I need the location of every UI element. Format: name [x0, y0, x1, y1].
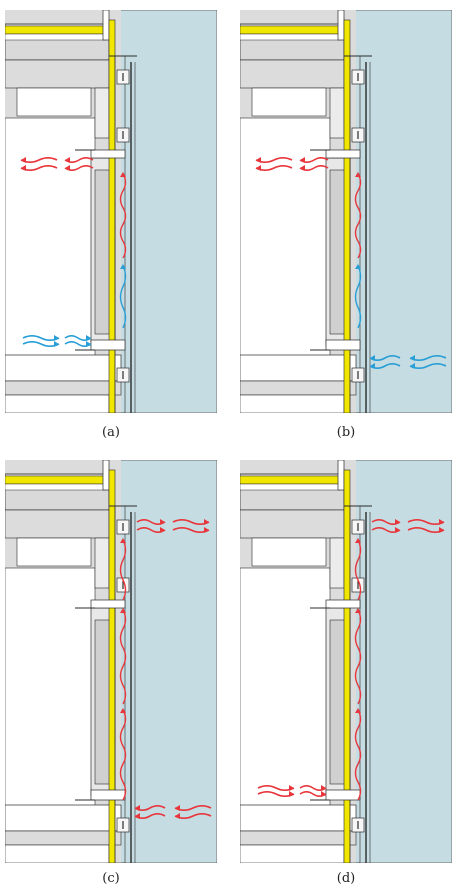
caption-c: (c) [102, 871, 120, 886]
lower-room [240, 845, 344, 863]
parapet [338, 10, 344, 40]
room-interior [5, 568, 95, 808]
lower-floor-slab [5, 805, 121, 831]
roof-insulation [240, 26, 340, 34]
lower-vent-frame [91, 340, 125, 350]
lower-beam [5, 381, 121, 395]
upper-vent-frame [91, 600, 125, 608]
panel-b [240, 10, 452, 413]
caption-b: (b) [336, 425, 356, 440]
upper-beam [5, 60, 109, 88]
parapet [338, 460, 344, 490]
caption-d: (d) [336, 871, 356, 886]
lower-vent-frame [326, 790, 360, 800]
roof-insulation [240, 476, 340, 484]
upper-beam [5, 510, 109, 538]
roof-layer [240, 34, 340, 40]
window-glass [330, 170, 346, 334]
upper-beam [240, 60, 344, 88]
upper-column [330, 538, 344, 588]
facade-section-c [5, 460, 217, 863]
upper-beam [240, 510, 344, 538]
lower-vent-frame [91, 790, 125, 800]
lower-beam [240, 831, 356, 845]
parapet [103, 460, 109, 490]
facade-section-b [240, 10, 452, 413]
roof-layer [5, 484, 105, 490]
upper-column [95, 88, 109, 138]
upper-window-band [252, 88, 326, 116]
lower-beam [5, 831, 121, 845]
facade-insulation [109, 20, 115, 413]
upper-window-band [17, 88, 91, 116]
panel-d [240, 460, 452, 863]
upper-column [95, 538, 109, 588]
roof-layer [5, 34, 105, 40]
room-interior [5, 118, 95, 358]
upper-vent-frame [326, 150, 360, 158]
facade-insulation [344, 470, 350, 863]
lower-room [5, 395, 109, 413]
upper-vent-frame [326, 600, 360, 608]
lower-floor-slab [240, 355, 356, 381]
window-glass [330, 620, 346, 784]
upper-vent-frame [91, 150, 125, 158]
room-interior [240, 118, 330, 358]
lower-floor-slab [240, 805, 356, 831]
lower-vent-frame [326, 340, 360, 350]
facade-section-a [5, 10, 217, 413]
roof-insulation [5, 26, 105, 34]
upper-window-band [252, 538, 326, 566]
panel-a [5, 10, 217, 413]
facade-section-d [240, 460, 452, 863]
facade-insulation [109, 470, 115, 863]
upper-window-band [17, 538, 91, 566]
facade-insulation [344, 20, 350, 413]
roof-layer [240, 484, 340, 490]
window-glass [95, 170, 111, 334]
lower-room [5, 845, 109, 863]
upper-column [330, 88, 344, 138]
parapet [103, 10, 109, 40]
window-glass [95, 620, 111, 784]
room-interior [240, 568, 330, 808]
lower-beam [240, 381, 356, 395]
lower-floor-slab [5, 355, 121, 381]
panel-c [5, 460, 217, 863]
lower-room [240, 395, 344, 413]
roof-insulation [5, 476, 105, 484]
caption-a: (a) [102, 425, 120, 440]
